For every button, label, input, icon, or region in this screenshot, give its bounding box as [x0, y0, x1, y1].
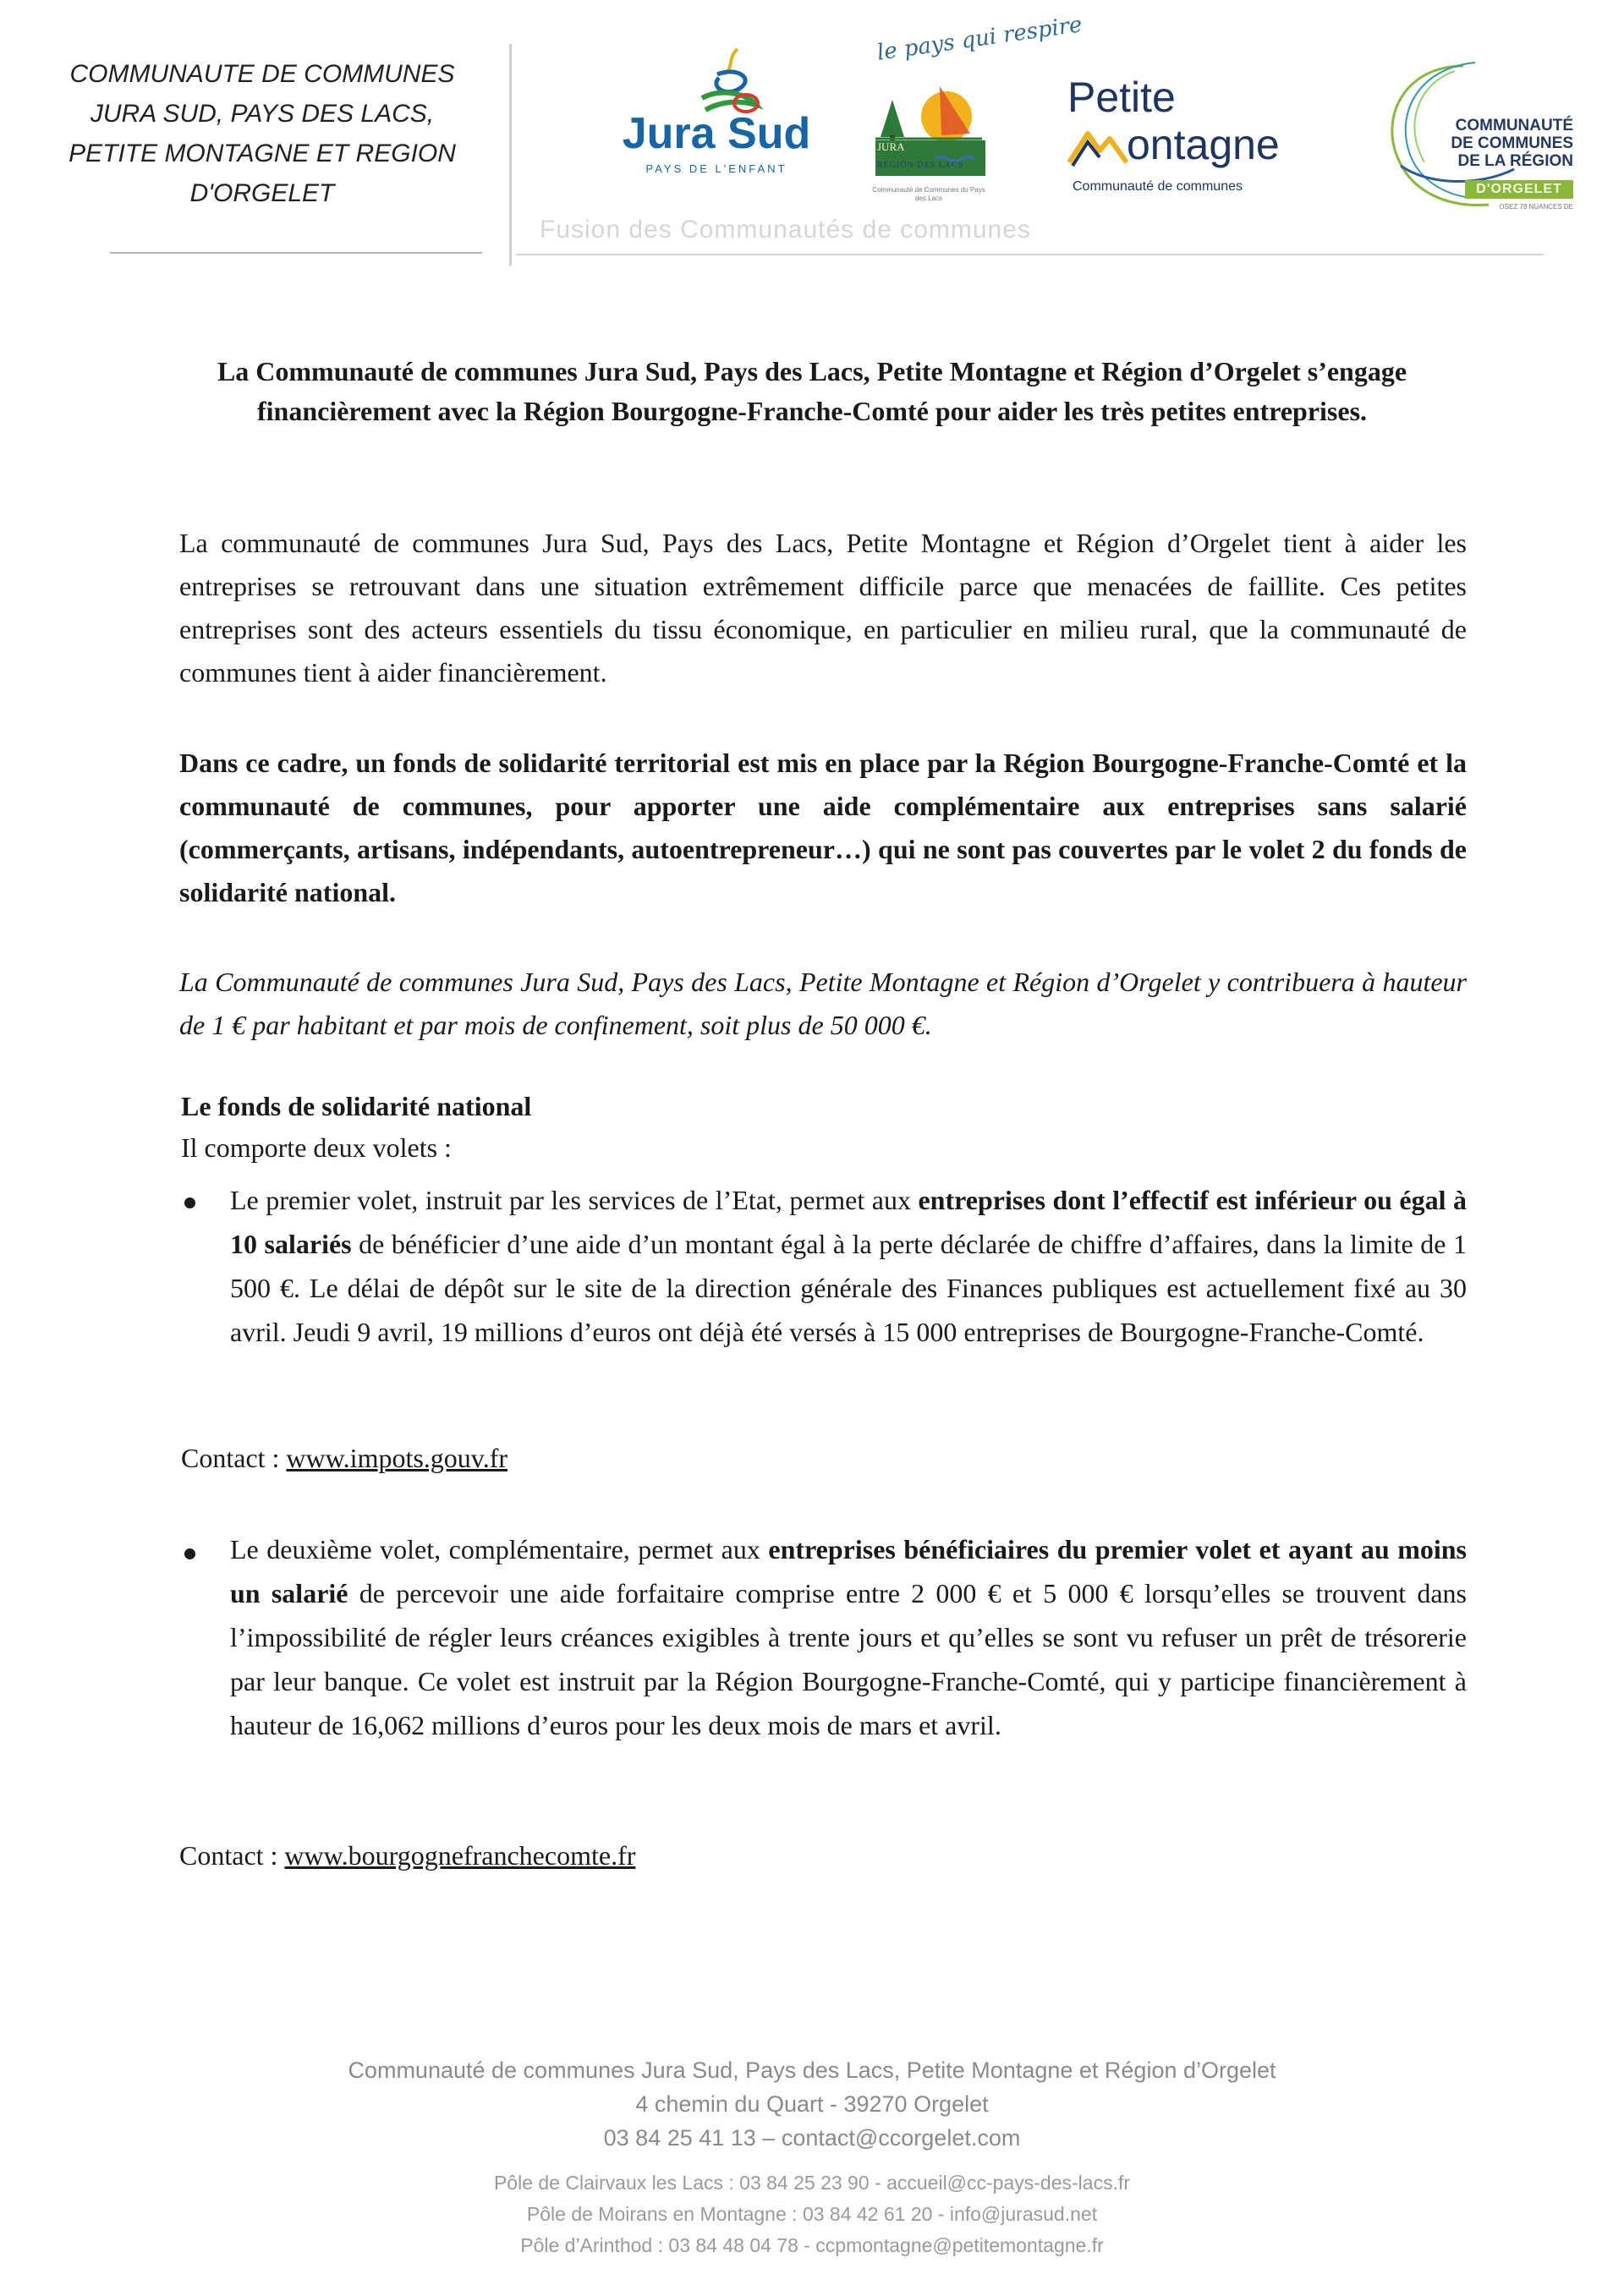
header-divider: [516, 254, 1544, 255]
section-heading: Le fonds de solidarité national: [181, 1091, 532, 1121]
orgelet-logo-line: DE LA RÉGION: [1457, 152, 1573, 170]
contact-label: Contact :: [179, 1840, 285, 1871]
jura-sud-logo-tagline: PAYS DE L'ENFANT: [645, 162, 787, 175]
org-line: PETITE MONTAGNE ET REGION: [69, 140, 456, 167]
bullet-icon: [184, 1548, 195, 1559]
volet-1-text-cont: de bénéficier d’une aide d’un montant égal à la perte déclarée de chiffre d’affaires, dans la limite de 1 500 €. Le délai de dépôt sur le site de la direction générale des Finances publiques est actuellement fixé au 30 avril. Jeudi 9 avril, 19 millions d’euros ont déjà été versés à 15 000 entreprises de Bourgogne-Franche-Comté.: [230, 1229, 1468, 1347]
org-line: COMMUNAUTE DE COMMUNES: [69, 60, 455, 88]
volet-2-emphasis: entreprises bénéficiaires du premier volet et ayant au moins un salarié: [230, 1534, 1468, 1608]
fusion-caption: Fusion des Communautés de communes: [540, 216, 1031, 244]
header-divider: [110, 252, 482, 254]
jura-sud-logo-name: Jura Sud: [622, 109, 811, 158]
volet-2-paragraph: [230, 1527, 1467, 1747]
petite-montagne-title-line2: ontagne: [1127, 121, 1280, 168]
volet-2-text-cont: de percevoir une aide forfaitaire comprise entre 2 000 € et 5 000 € lorsqu’elles se trouvent dans l’impossibilité de régler leurs créances exigibles à trente jours et qu’elles se sont vu refuser un prêt de trésorerie par leur banque. Ce volet est instruit par la Région Bourgogne-Franche-Comté, qui y participe financièrement à hauteur de 16,062 millions d’euros pour les deux mois de mars et avril.: [230, 1578, 1467, 1740]
volet-1-paragraph: [230, 1178, 1467, 1354]
pays-des-lacs-badge-subtitle: RÉGION DES LACS: [877, 161, 964, 170]
footer-pole-contact: Pôle d’Arinthod : 03 84 48 04 78 - ccpmontagne@petitemontagne.fr: [520, 2234, 1104, 2256]
footer-pole-contact: Pôle de Moirans en Montagne : 03 84 42 61 20 - info@jurasud.net: [526, 2203, 1098, 2225]
volet-1-text: Le premier volet, instruit par les services de l’Etat, permet aux: [230, 1185, 919, 1215]
footer-org-name: Communauté de communes Jura Sud, Pays des Lacs, Petite Montagne et Région d’Orgelet: [348, 2058, 1276, 2083]
orgelet-logo-badge: D'ORGELET: [1465, 180, 1573, 199]
orgelet-logo-text: [1429, 117, 1573, 170]
volet-2-text: Le deuxième volet, complémentaire, permet aux: [230, 1534, 769, 1564]
region-link[interactable]: www.bourgognefranchecomte.fr: [284, 1840, 636, 1871]
footer-address: 4 chemin du Quart - 39270 Orgelet: [635, 2091, 989, 2117]
solidarity-fund-paragraph: Dans ce cadre, un fonds de solidarité territorial est mis en place par la Région Bourgogne-Franche-Comté et la communauté de communes, pour apporter une aide complémentaire aux entreprises sans salarié (commerçants, artisans, indépendants, autoentrepreneur…) qui ne sont pas couvertes par le volet 2 du fonds de solidarité national.: [179, 748, 1467, 907]
petite-montagne-title: Petite: [1067, 74, 1176, 121]
pays-des-lacs-slogan: le pays qui respire: [875, 12, 1084, 66]
intro-paragraph: La communauté de communes Jura Sud, Pays des Lacs, Petite Montagne et Région d’Orgelet tient à aider les entreprises se retrouvant dans une situation extrêmement difficile parce que menacées de faillite. Ces petites entreprises sont des acteurs essentiels du tissu économique, en particulier en milieu rural, que la communauté de communes tient à aider financièrement.: [179, 528, 1467, 688]
orgelet-logo-line: DE COMMUNES: [1451, 134, 1573, 152]
contact-label: Contact :: [181, 1443, 287, 1473]
section-intro: Il comporte deux volets :: [181, 1132, 452, 1163]
footer-phone-email: 03 84 25 41 13 – contact@ccorgelet.com: [603, 2125, 1021, 2151]
contribution-paragraph: La Communauté de communes Jura Sud, Pays des Lacs, Petite Montagne et Région d’Orgelet y contribuera à hauteur de 1 € par habitant et par mois de confinement, soit plus de 50 000 €.: [179, 967, 1467, 1040]
org-line: JURA SUD, PAYS DES LACS,: [90, 100, 435, 128]
mountain-m-icon: [1067, 129, 1128, 167]
letterhead-org-name: [51, 54, 474, 213]
orgelet-logo-slogan: OSEZ 79 NUANCES DE: [1499, 203, 1573, 211]
orgelet-logo-line: COMMUNAUTÉ: [1455, 117, 1573, 134]
bullet-icon: [184, 1197, 195, 1208]
impots-link[interactable]: www.impots.gouv.fr: [286, 1443, 508, 1473]
org-line: D'ORGELET: [189, 179, 335, 207]
header-vertical-divider: [509, 44, 512, 266]
contact-line: [181, 1443, 508, 1474]
pays-des-lacs-badge-title: JURA: [877, 140, 905, 153]
volet-1-emphasis: entreprises dont l’effectif est inférieur ou égal à 10 salariés: [230, 1185, 1468, 1259]
pays-des-lacs-caption: Communauté de Communes du Pays des Lacs: [872, 186, 985, 202]
petite-montagne-tagline: Communauté de communes: [1073, 179, 1243, 194]
contact-line: [179, 1840, 635, 1871]
footer-pole-contact: Pôle de Clairvaux les Lacs : 03 84 25 23 90 - accueil@cc-pays-des-lacs.fr: [493, 2172, 1131, 2194]
document-title: La Communauté de communes Jura Sud, Pays des Lacs, Petite Montagne et Région d’Orgelet s’engage financièrement avec la Région Bourgogne-Franche-Comté pour aider les très petites entreprises.: [217, 356, 1407, 426]
